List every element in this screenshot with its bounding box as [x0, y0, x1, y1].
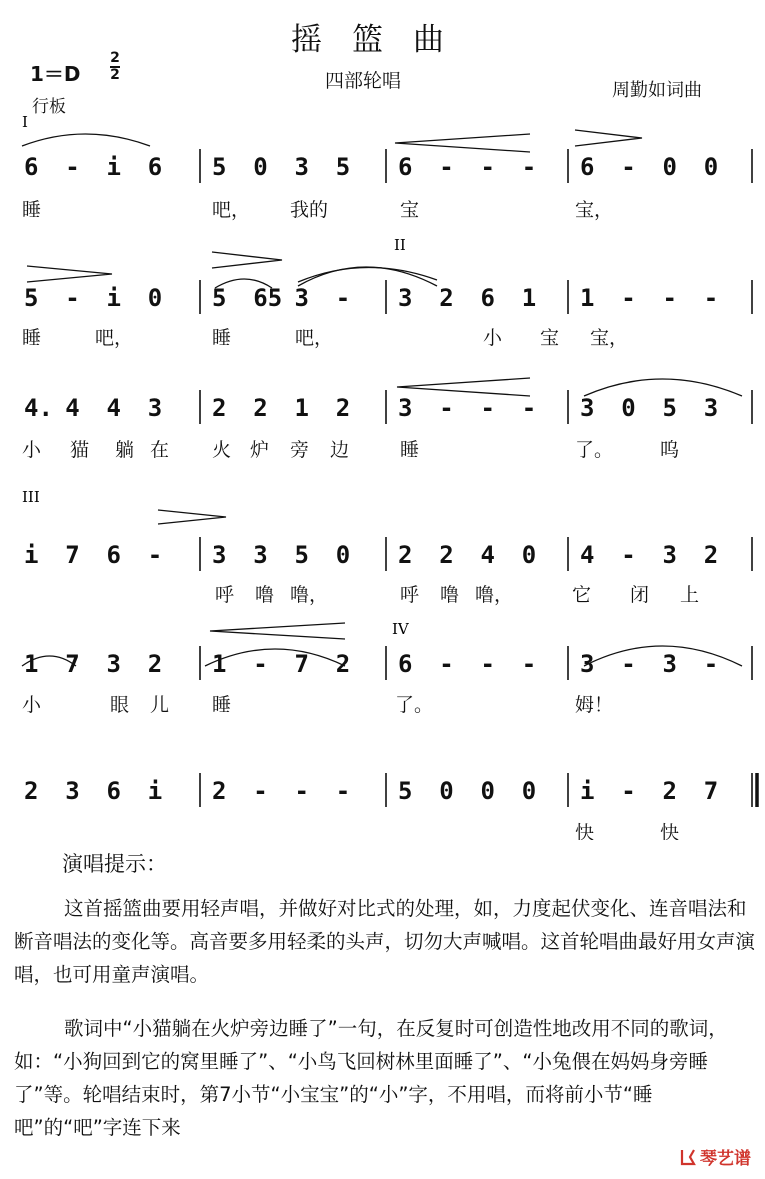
note: 7 [294, 650, 309, 678]
note: 4. [24, 394, 53, 422]
note: i [106, 284, 121, 312]
note: - [253, 777, 268, 805]
lyric: 睡 [22, 199, 42, 221]
lyric: 了。 [575, 439, 614, 461]
lyric: 宝， [590, 327, 629, 349]
score-line [22, 390, 752, 461]
lyric: 姆！ [575, 694, 614, 716]
note: 0 [335, 541, 351, 569]
note: 2 [439, 541, 454, 569]
note: i [580, 777, 595, 805]
note: 3 [398, 284, 413, 312]
note: - [294, 777, 309, 805]
note: 3 [580, 650, 595, 678]
note: - [703, 284, 719, 312]
note: - [439, 153, 454, 181]
note: 6 [106, 777, 121, 805]
note: 5 [294, 541, 309, 569]
note: 6 [106, 541, 121, 569]
note: - [480, 153, 495, 181]
note: 0 [521, 777, 537, 805]
note: 2 [253, 394, 268, 422]
note: - [621, 650, 636, 678]
lyric: 火 [212, 439, 232, 461]
lyric: 小 [22, 439, 42, 461]
note: - [147, 541, 163, 569]
lyric: 儿 [150, 694, 170, 716]
tips-paragraph-2: 歌词中“小猫躺在火炉旁边睡了”一句，在反复时可创造性地改用不同的歌词，如：“小狗回到它的窝里睡了”、“小鸟飞回树林里面睡了”、“小兔偎在妈妈身旁睡了”等。轮唱结束时，第7小节“小宝宝”的“小”字，不用唱，而将前小节“睡吧”的“吧”字连下来 [14, 1017, 728, 1139]
note: 4 [480, 541, 495, 569]
note: 65 [253, 284, 283, 312]
lyric: 吧， [295, 327, 334, 349]
watermark-text: 琴艺谱 [700, 1149, 751, 1169]
note: - [439, 394, 454, 422]
note: 4 [106, 394, 121, 422]
note: - [480, 650, 495, 678]
note: 2 [212, 777, 227, 805]
note: 6 [580, 153, 595, 181]
note: 2 [335, 650, 351, 678]
part-marker-4: IV [392, 620, 409, 638]
note: 5 [24, 284, 39, 312]
note: i [106, 153, 121, 181]
note: 5 [335, 153, 351, 181]
note: 0 [480, 777, 495, 805]
lyric: 猫 [70, 439, 90, 461]
note: 2 [212, 394, 227, 422]
lyric: 快 [575, 822, 595, 840]
lyric: 宝 [400, 199, 420, 221]
note: - [521, 394, 537, 422]
part-marker-3: III [22, 488, 40, 506]
note: 6 [147, 153, 163, 181]
note: - [335, 284, 351, 312]
lyric: 宝 [540, 327, 560, 349]
note: 3 [703, 394, 719, 422]
note: - [439, 650, 454, 678]
song-title: 摇篮曲 [291, 22, 474, 58]
note: 0 [621, 394, 636, 422]
note: 0 [253, 153, 268, 181]
note: 1 [580, 284, 595, 312]
note: 3 [65, 777, 80, 805]
subtitle: 四部轮唱 [325, 70, 402, 92]
note: - [253, 650, 268, 678]
lyric: 睡 [212, 694, 232, 716]
lyric: 噜 [440, 584, 460, 606]
score-line [22, 280, 752, 349]
lyric: 吧， [212, 199, 251, 221]
watermark-logo [680, 1144, 751, 1169]
note: 5 [398, 777, 413, 805]
note: 1 [294, 394, 309, 422]
note: 0 [439, 777, 454, 805]
note: - [65, 284, 80, 312]
lyric: 小 [22, 694, 42, 716]
note: 0 [703, 153, 719, 181]
note: 0 [662, 153, 677, 181]
note: - [662, 284, 677, 312]
note: 6 [480, 284, 495, 312]
note: 0 [521, 541, 537, 569]
note: - [621, 777, 636, 805]
note: 1 [212, 650, 227, 678]
lyric: 噜 [255, 584, 275, 606]
note: 2 [24, 777, 39, 805]
score-line [24, 537, 752, 606]
note: 4 [580, 541, 595, 569]
note: 1 [521, 284, 537, 312]
note: - [521, 650, 537, 678]
note: 0 [147, 284, 163, 312]
key-signature: 1＝D [30, 62, 81, 86]
meter-top: 2 [110, 50, 120, 66]
score-line [24, 773, 757, 840]
note: 6 [398, 650, 413, 678]
lyric: 宝， [575, 199, 614, 221]
lyric: 在 [150, 439, 170, 461]
note: 3 [294, 153, 309, 181]
note: 2 [398, 541, 413, 569]
note: - [521, 153, 537, 181]
tempo-marking: 行板 [32, 97, 66, 117]
note: 7 [65, 650, 80, 678]
lyric: 睡 [212, 327, 232, 349]
score-line [22, 646, 752, 716]
lyric: 躺 [115, 439, 135, 461]
note: i [147, 777, 163, 805]
part-marker-2: II [394, 236, 406, 254]
lyric: 我的 [290, 199, 329, 221]
lyric: 旁 [290, 439, 310, 461]
note: 3 [294, 284, 309, 312]
lyric: 上 [680, 584, 700, 606]
credit-line: 周勤如词曲 [612, 80, 702, 101]
note: - [65, 153, 80, 181]
note: 6 [398, 153, 413, 181]
note: 4 [65, 394, 80, 422]
note: 7 [65, 541, 80, 569]
note: - [621, 541, 636, 569]
note: 5 [662, 394, 677, 422]
note: 2 [662, 777, 677, 805]
lyric: 眼 [110, 694, 130, 716]
note: 5 [212, 284, 227, 312]
note: 5 [212, 153, 227, 181]
lyric: 呼 [400, 584, 420, 606]
note: 3 [106, 650, 121, 678]
lyric: 它 [572, 584, 592, 606]
logo-icon [680, 1148, 698, 1166]
lyric: 了。 [395, 694, 434, 716]
note: 3 [253, 541, 268, 569]
note: 1 [24, 650, 39, 678]
note: - [335, 777, 351, 805]
tips-paragraph-1: 这首摇篮曲要用轻声唱，并做好对比式的处理，如，力度起伏变化、连音唱法和断音唱法的变化等。高音要多用轻柔的头声，切勿大声喊唱。这首轮唱曲最好用女声演唱，也可用童声演唱。 [14, 897, 756, 986]
lyric: 快 [660, 822, 680, 840]
note: 2 [147, 650, 163, 678]
part-marker-1: I [22, 113, 28, 131]
lyric: 噜， [475, 584, 514, 606]
lyric: 睡 [400, 439, 420, 461]
note: - [480, 394, 495, 422]
lyric: 呼 [215, 584, 235, 606]
note: 3 [398, 394, 413, 422]
note: 7 [703, 777, 719, 805]
lyric: 边 [330, 439, 350, 461]
note: 2 [439, 284, 454, 312]
lyric: 小 [483, 327, 503, 349]
tips-heading: 演唱提示： [62, 852, 167, 876]
lyric: 炉 [250, 439, 270, 461]
lyric: 睡 [22, 327, 42, 349]
lyric: 噜， [290, 584, 329, 606]
meter-bottom: 2 [110, 67, 120, 83]
lyric: 闭 [630, 584, 650, 606]
note: - [621, 284, 636, 312]
note: 3 [212, 541, 227, 569]
note: - [621, 153, 636, 181]
note: i [24, 541, 39, 569]
score-line [22, 149, 752, 221]
note: - [703, 650, 719, 678]
note: 6 [24, 153, 39, 181]
note: 2 [335, 394, 351, 422]
note: 2 [703, 541, 719, 569]
note: 3 [580, 394, 595, 422]
lyric: 呜 [660, 439, 680, 461]
note: 3 [662, 650, 677, 678]
note: 3 [662, 541, 677, 569]
lyric: 吧， [95, 327, 134, 349]
note: 3 [147, 394, 163, 422]
